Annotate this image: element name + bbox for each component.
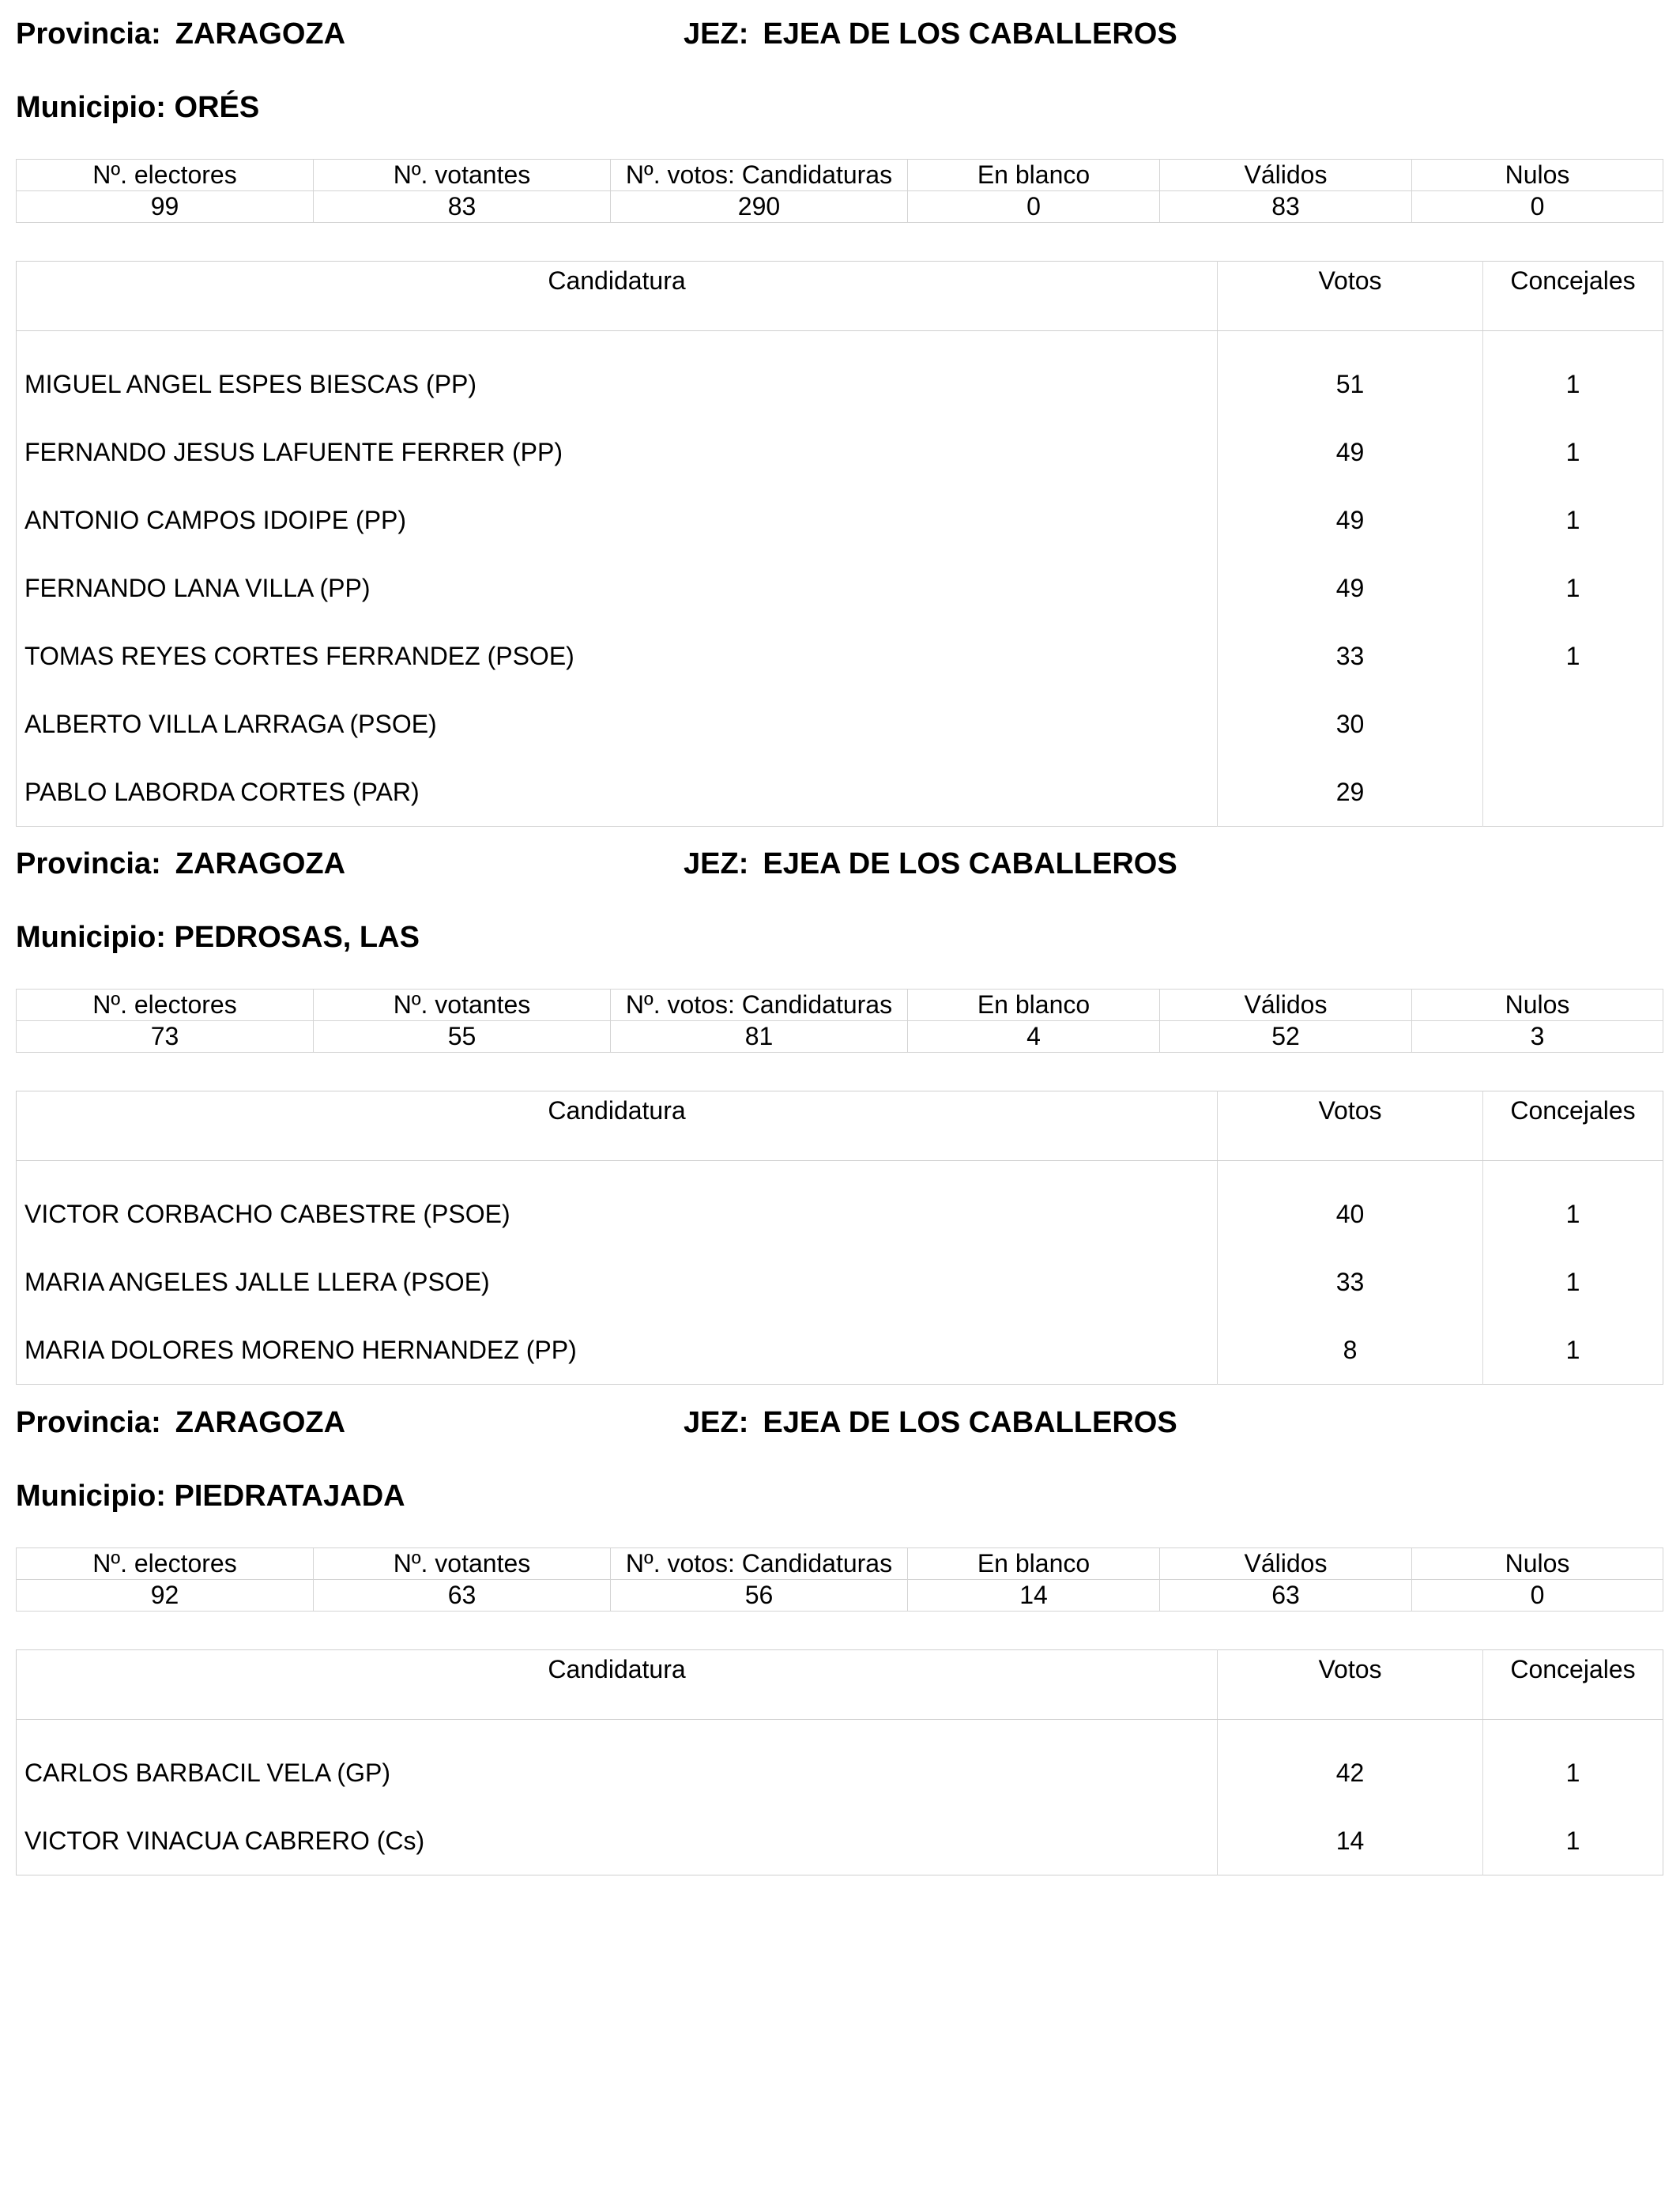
candidate-concejales: 1 bbox=[1565, 1335, 1580, 1364]
stats-value-cell: 0 bbox=[908, 191, 1160, 223]
stats-header-cell: En blanco bbox=[908, 990, 1160, 1021]
stats-value-cell: 63 bbox=[314, 1580, 611, 1612]
provincia-value: ZARAGOZA bbox=[175, 847, 346, 880]
candidate-name: MARIA DOLORES MORENO HERNANDEZ (PP) bbox=[17, 1316, 1218, 1385]
concejales-header: Concejales bbox=[1483, 262, 1663, 331]
candidate-concejales: 1 bbox=[1565, 641, 1580, 670]
stats-header-cell: En blanco bbox=[908, 160, 1160, 191]
concejales-header: Concejales bbox=[1483, 1650, 1663, 1720]
stats-header-cell: Nº. votos: Candidaturas bbox=[611, 1548, 908, 1580]
stats-value-cell: 0 bbox=[1412, 191, 1663, 223]
stats-value-row bbox=[17, 1580, 1663, 1612]
stats-header-cell: Nº. votantes bbox=[314, 1548, 611, 1580]
stats-value-cell: 290 bbox=[611, 191, 908, 223]
candidate-votes: 40 bbox=[1218, 1161, 1483, 1249]
municipio-title bbox=[16, 91, 259, 125]
stats-table bbox=[16, 1547, 1663, 1612]
candidate-votes: 49 bbox=[1218, 554, 1483, 622]
candidate-votes: 33 bbox=[1218, 1248, 1483, 1316]
candidate-votes: 29 bbox=[1218, 758, 1483, 827]
candidate-row bbox=[17, 554, 1663, 622]
stats-value-cell: 0 bbox=[1412, 1580, 1663, 1612]
candidate-row bbox=[17, 622, 1663, 690]
stats-header-row bbox=[17, 990, 1663, 1021]
stats-value-row bbox=[17, 191, 1663, 223]
municipio-value: ORÉS bbox=[174, 91, 260, 124]
municipio-title bbox=[16, 921, 420, 955]
candidate-row bbox=[17, 1720, 1663, 1808]
stats-value-cell: 73 bbox=[17, 1021, 314, 1053]
stats-header-cell: Válidos bbox=[1160, 160, 1412, 191]
candidate-name: FERNANDO JESUS LAFUENTE FERRER (PP) bbox=[17, 418, 1218, 486]
stats-table bbox=[16, 989, 1663, 1053]
stats-value-cell: 92 bbox=[17, 1580, 314, 1612]
candidate-row bbox=[17, 1161, 1663, 1249]
candidate-name: TOMAS REYES CORTES FERRANDEZ (PSOE) bbox=[17, 622, 1218, 690]
stats-header-cell: Válidos bbox=[1160, 1548, 1412, 1580]
jez-line bbox=[684, 847, 1177, 881]
stats-value-cell: 14 bbox=[908, 1580, 1160, 1612]
candidate-concejales: 1 bbox=[1565, 573, 1580, 602]
candidate-concejales: 1 bbox=[1565, 505, 1580, 534]
jez-label: JEZ: bbox=[684, 1406, 749, 1439]
stats-value-row bbox=[17, 1021, 1663, 1053]
candidate-concejales: 1 bbox=[1565, 1826, 1580, 1855]
jez-line bbox=[684, 17, 1177, 51]
candidate-name: VICTOR CORBACHO CABESTRE (PSOE) bbox=[17, 1161, 1218, 1249]
candidate-votes: 49 bbox=[1218, 418, 1483, 486]
municipio-label: Municipio: bbox=[16, 921, 166, 954]
candidate-concejales: 1 bbox=[1565, 1758, 1580, 1787]
stats-header-cell: Nulos bbox=[1412, 1548, 1663, 1580]
municipio-label: Municipio: bbox=[16, 91, 166, 124]
jez-label: JEZ: bbox=[684, 17, 749, 51]
candidate-row bbox=[17, 331, 1663, 419]
candidate-name: VICTOR VINACUA CABRERO (Cs) bbox=[17, 1807, 1218, 1875]
candidates-table bbox=[16, 261, 1663, 827]
candidate-votes: 51 bbox=[1218, 331, 1483, 419]
stats-header-cell: Nº. votantes bbox=[314, 160, 611, 191]
stats-header-row bbox=[17, 1548, 1663, 1580]
provincia-line bbox=[16, 847, 345, 881]
candidate-row bbox=[17, 418, 1663, 486]
candidate-row bbox=[17, 1807, 1663, 1875]
stats-value-cell: 63 bbox=[1160, 1580, 1412, 1612]
candidate-concejales: 1 bbox=[1565, 1199, 1580, 1228]
stats-value-cell: 55 bbox=[314, 1021, 611, 1053]
provincia-label: Provincia: bbox=[16, 847, 161, 880]
votos-header: Votos bbox=[1218, 262, 1483, 331]
candidate-votes: 42 bbox=[1218, 1720, 1483, 1808]
stats-header-cell: Nº. electores bbox=[17, 1548, 314, 1580]
candidate-name: MIGUEL ANGEL ESPES BIESCAS (PP) bbox=[17, 331, 1218, 419]
stats-header-cell: Nº. electores bbox=[17, 990, 314, 1021]
jez-value: EJEA DE LOS CABALLEROS bbox=[763, 1406, 1177, 1439]
provincia-value: ZARAGOZA bbox=[175, 17, 346, 51]
concejales-header: Concejales bbox=[1483, 1091, 1663, 1161]
section-header bbox=[16, 1406, 1663, 1453]
candidate-name: CARLOS BARBACIL VELA (GP) bbox=[17, 1720, 1218, 1808]
stats-value-cell: 3 bbox=[1412, 1021, 1663, 1053]
provincia-line bbox=[16, 1406, 345, 1440]
stats-value-cell: 52 bbox=[1160, 1021, 1412, 1053]
candidate-votes: 49 bbox=[1218, 486, 1483, 554]
candidate-row bbox=[17, 758, 1663, 827]
jez-line bbox=[684, 1406, 1177, 1440]
candidate-votes: 33 bbox=[1218, 622, 1483, 690]
jez-value: EJEA DE LOS CABALLEROS bbox=[763, 847, 1177, 880]
candidate-votes: 30 bbox=[1218, 690, 1483, 758]
provincia-label: Provincia: bbox=[16, 17, 161, 51]
candidatura-header: Candidatura bbox=[17, 262, 1218, 331]
jez-label: JEZ: bbox=[684, 847, 749, 880]
stats-value-cell: 99 bbox=[17, 191, 314, 223]
candidatura-header: Candidatura bbox=[17, 1091, 1218, 1161]
candidates-header-row bbox=[17, 262, 1663, 331]
candidate-row bbox=[17, 1248, 1663, 1316]
stats-header-cell: Nulos bbox=[1412, 990, 1663, 1021]
municipio-title bbox=[16, 1480, 405, 1514]
stats-header-cell: Nº. electores bbox=[17, 160, 314, 191]
section-header bbox=[16, 17, 1663, 65]
candidates-table bbox=[16, 1649, 1663, 1875]
candidate-concejales bbox=[1483, 758, 1663, 827]
stats-header-row bbox=[17, 160, 1663, 191]
provincia-line bbox=[16, 17, 345, 51]
stats-header-cell: Válidos bbox=[1160, 990, 1412, 1021]
candidate-row bbox=[17, 486, 1663, 554]
stats-value-cell: 81 bbox=[611, 1021, 908, 1053]
section-header bbox=[16, 847, 1663, 895]
candidate-name: MARIA ANGELES JALLE LLERA (PSOE) bbox=[17, 1248, 1218, 1316]
stats-header-cell: Nº. votos: Candidaturas bbox=[611, 990, 908, 1021]
candidate-name: FERNANDO LANA VILLA (PP) bbox=[17, 554, 1218, 622]
votos-header: Votos bbox=[1218, 1091, 1483, 1161]
candidate-name: ALBERTO VILLA LARRAGA (PSOE) bbox=[17, 690, 1218, 758]
jez-value: EJEA DE LOS CABALLEROS bbox=[763, 17, 1177, 51]
stats-header-cell: Nº. votantes bbox=[314, 990, 611, 1021]
stats-header-cell: Nulos bbox=[1412, 160, 1663, 191]
candidate-concejales bbox=[1483, 690, 1663, 758]
stats-header-cell: Nº. votos: Candidaturas bbox=[611, 160, 908, 191]
stats-table bbox=[16, 159, 1663, 223]
candidate-name: PABLO LABORDA CORTES (PAR) bbox=[17, 758, 1218, 827]
provincia-label: Provincia: bbox=[16, 1406, 161, 1439]
candidatura-header: Candidatura bbox=[17, 1650, 1218, 1720]
stats-header-cell: En blanco bbox=[908, 1548, 1160, 1580]
candidates-table bbox=[16, 1091, 1663, 1385]
candidate-concejales: 1 bbox=[1565, 1267, 1580, 1296]
candidate-concejales: 1 bbox=[1565, 437, 1580, 466]
stats-value-cell: 56 bbox=[611, 1580, 908, 1612]
municipio-label: Municipio: bbox=[16, 1480, 166, 1513]
candidates-header-row bbox=[17, 1650, 1663, 1720]
candidates-header-row bbox=[17, 1091, 1663, 1161]
stats-value-cell: 83 bbox=[314, 191, 611, 223]
candidate-row bbox=[17, 1316, 1663, 1385]
provincia-value: ZARAGOZA bbox=[175, 1406, 346, 1439]
candidate-votes: 8 bbox=[1218, 1316, 1483, 1385]
candidate-votes: 14 bbox=[1218, 1807, 1483, 1875]
candidate-concejales: 1 bbox=[1565, 369, 1580, 398]
stats-value-cell: 4 bbox=[908, 1021, 1160, 1053]
votos-header: Votos bbox=[1218, 1650, 1483, 1720]
stats-value-cell: 83 bbox=[1160, 191, 1412, 223]
municipio-value: PIEDRATAJADA bbox=[174, 1480, 405, 1513]
candidate-name: ANTONIO CAMPOS IDOIPE (PP) bbox=[17, 486, 1218, 554]
municipio-value: PEDROSAS, LAS bbox=[174, 921, 420, 954]
candidate-row bbox=[17, 690, 1663, 758]
